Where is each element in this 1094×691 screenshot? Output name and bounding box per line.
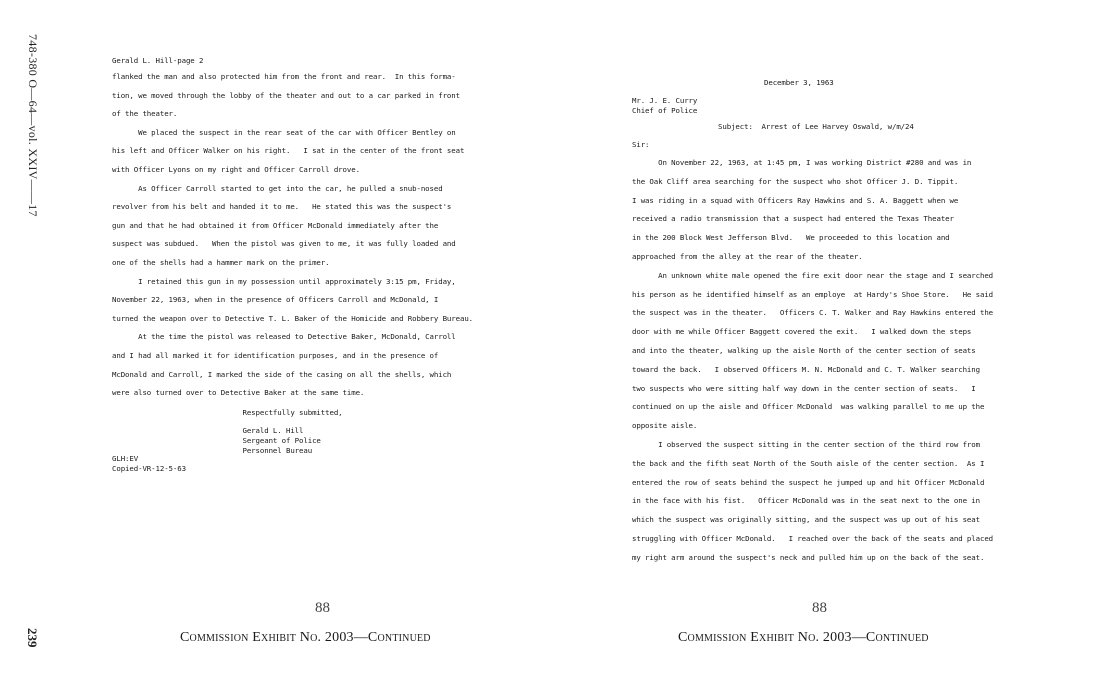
letter-subject: Subject: Arrest of Lee Harvey Oswald, w/m/24	[718, 122, 914, 131]
document-text-line: McDonald and Carroll, I marked the side of the casing on all the shells, which	[112, 369, 452, 379]
document-text-line: On November 22, 1963, at 1:45 pm, I was working District #280 and was in	[632, 158, 972, 167]
document-text-line: his left and Officer Walker on his right. I sat in the center of the front seat	[112, 146, 465, 156]
document-text-line: entered the row of seats behind the suspect he jumped up and hit Officer McDonald	[632, 477, 985, 487]
document-text-line: struggling with Officer McDonald. I reached over the back of the seats and placed	[632, 534, 994, 543]
document-text-line: two suspects who were sitting half way down in the center section of seats. I	[632, 383, 976, 393]
document-text-line: continued on up the aisle and Officer McDonald was walking parallel to me up the	[632, 402, 985, 412]
document-text-line: suspect was subdued. When the pistol was given to me, it was fully loaded and	[112, 239, 456, 249]
document-text-line: received a radio transmission that a suspect had entered the Texas Theater	[632, 214, 954, 224]
document-text-line: in the face with his fist. Officer McDonald was in the seat next to the one in	[632, 496, 980, 506]
letter-salutation: Sir:	[632, 140, 650, 149]
document-text-line: I retained this gun in my possession until approximately 3:15 pm, Friday,	[112, 276, 456, 286]
document-text-line: door with me while Officer Baggett covered the exit. I walked down the steps	[632, 327, 972, 337]
document-text-line: which the suspect was originally sitting, and the suspect was up out of his seat	[632, 515, 980, 525]
document-text-line: GLH:EV	[112, 454, 139, 463]
document-text-line: At the time the pistol was released to Detective Baker, McDonald, Carroll	[112, 332, 456, 342]
document-text-line: I was riding in a squad with Officers Ray Hawkins and S. A. Baggett when we	[632, 195, 959, 205]
document-text-line: his person as he identified himself as an employe at Hardy's Shoe Store. He said	[632, 289, 994, 299]
document-text-line: Gerald L. Hill	[112, 426, 304, 435]
document-text-line: the Oak Cliff area searching for the suspect who shot Officer J. D. Tippit.	[632, 176, 959, 186]
document-text-line: flanked the man and also protected him from the front and rear. In this forma-	[112, 72, 456, 81]
document-text-line: the suspect was in the theater. Officers C. T. Walker and Ray Hawkins entered the	[632, 308, 994, 318]
left-page-header: Gerald L. Hill-page 2	[112, 56, 204, 65]
document-text-line: tion, we moved through the lobby of the theater and out to a car parked in front	[112, 90, 460, 100]
document-text-line: Respectfully submitted,	[112, 408, 343, 417]
addressee-line: Chief of Police	[632, 106, 698, 115]
right-document-page	[632, 78, 1022, 578]
document-text-line: gun and that he had obtained it from Officer McDonald immediately after the	[112, 220, 439, 230]
document-text-line: approached from the alley at the rear of the theater.	[632, 252, 863, 261]
document-text-line: and I had all marked it for identification purposes, and in the presence of	[112, 351, 439, 360]
left-page-number: 88	[315, 600, 330, 616]
document-text-line: revolver from his belt and handed it to me. He stated this was the suspect's	[112, 202, 452, 212]
right-page-number: 88	[812, 600, 827, 616]
document-text-line: toward the back. I observed Officers M. N. McDonald and C. T. Walker searching	[632, 364, 980, 374]
left-exhibit-caption: Commission Exhibit No. 2003—Continued	[180, 630, 431, 645]
document-text-line: We placed the suspect in the rear seat of the car with Officer Bentley on	[112, 127, 456, 137]
margin-page-number: 239	[25, 628, 40, 648]
document-text-line: with Officer Lyons on my right and Officer Carroll drove.	[112, 165, 360, 174]
document-text-line: Copied-VR-12-5-63	[112, 464, 186, 473]
document-text-line: opposite aisle.	[632, 421, 698, 431]
left-document-page	[112, 56, 532, 496]
document-text-line: and into the theater, walking up the aisle North of the center section of seats	[632, 346, 976, 355]
document-text-line: the back and the fifth seat North of the South aisle of the center section. As I	[632, 458, 985, 468]
document-text-line: As Officer Carroll started to get into the car, he pulled a snub-nosed	[112, 183, 443, 193]
document-text-line: An unknown white male opened the fire exit door near the stage and I searched	[632, 270, 994, 280]
document-text-line: Personnel Bureau	[112, 446, 313, 455]
document-text-line: my right arm around the suspect's neck and pulled him up on the back of the seat.	[632, 552, 985, 562]
document-text-line: turned the weapon over to Detective T. L. Baker of the Homicide and Robbery Bureau.	[112, 313, 474, 323]
document-text-line: were also turned over to Detective Baker at the same time.	[112, 388, 365, 398]
document-text-line: Sergeant of Police	[112, 436, 321, 445]
document-text-line: of the theater.	[112, 109, 178, 119]
right-exhibit-caption: Commission Exhibit No. 2003—Continued	[678, 630, 929, 645]
document-text-line: in the 200 Block West Jefferson Blvd. We proceeded to this location and	[632, 233, 950, 243]
margin-volume-text: 748-380 O—64—vol. XXIV——17	[26, 34, 40, 217]
addressee-line: Mr. J. E. Curry	[632, 96, 698, 105]
letter-date: December 3, 1963	[764, 78, 834, 87]
document-text-line: one of the shells had a hammer mark on the primer.	[112, 258, 330, 267]
document-text-line: I observed the suspect sitting in the center section of the third row from	[632, 440, 980, 449]
document-text-line: November 22, 1963, when in the presence of Officers Carroll and McDonald, I	[112, 295, 439, 305]
